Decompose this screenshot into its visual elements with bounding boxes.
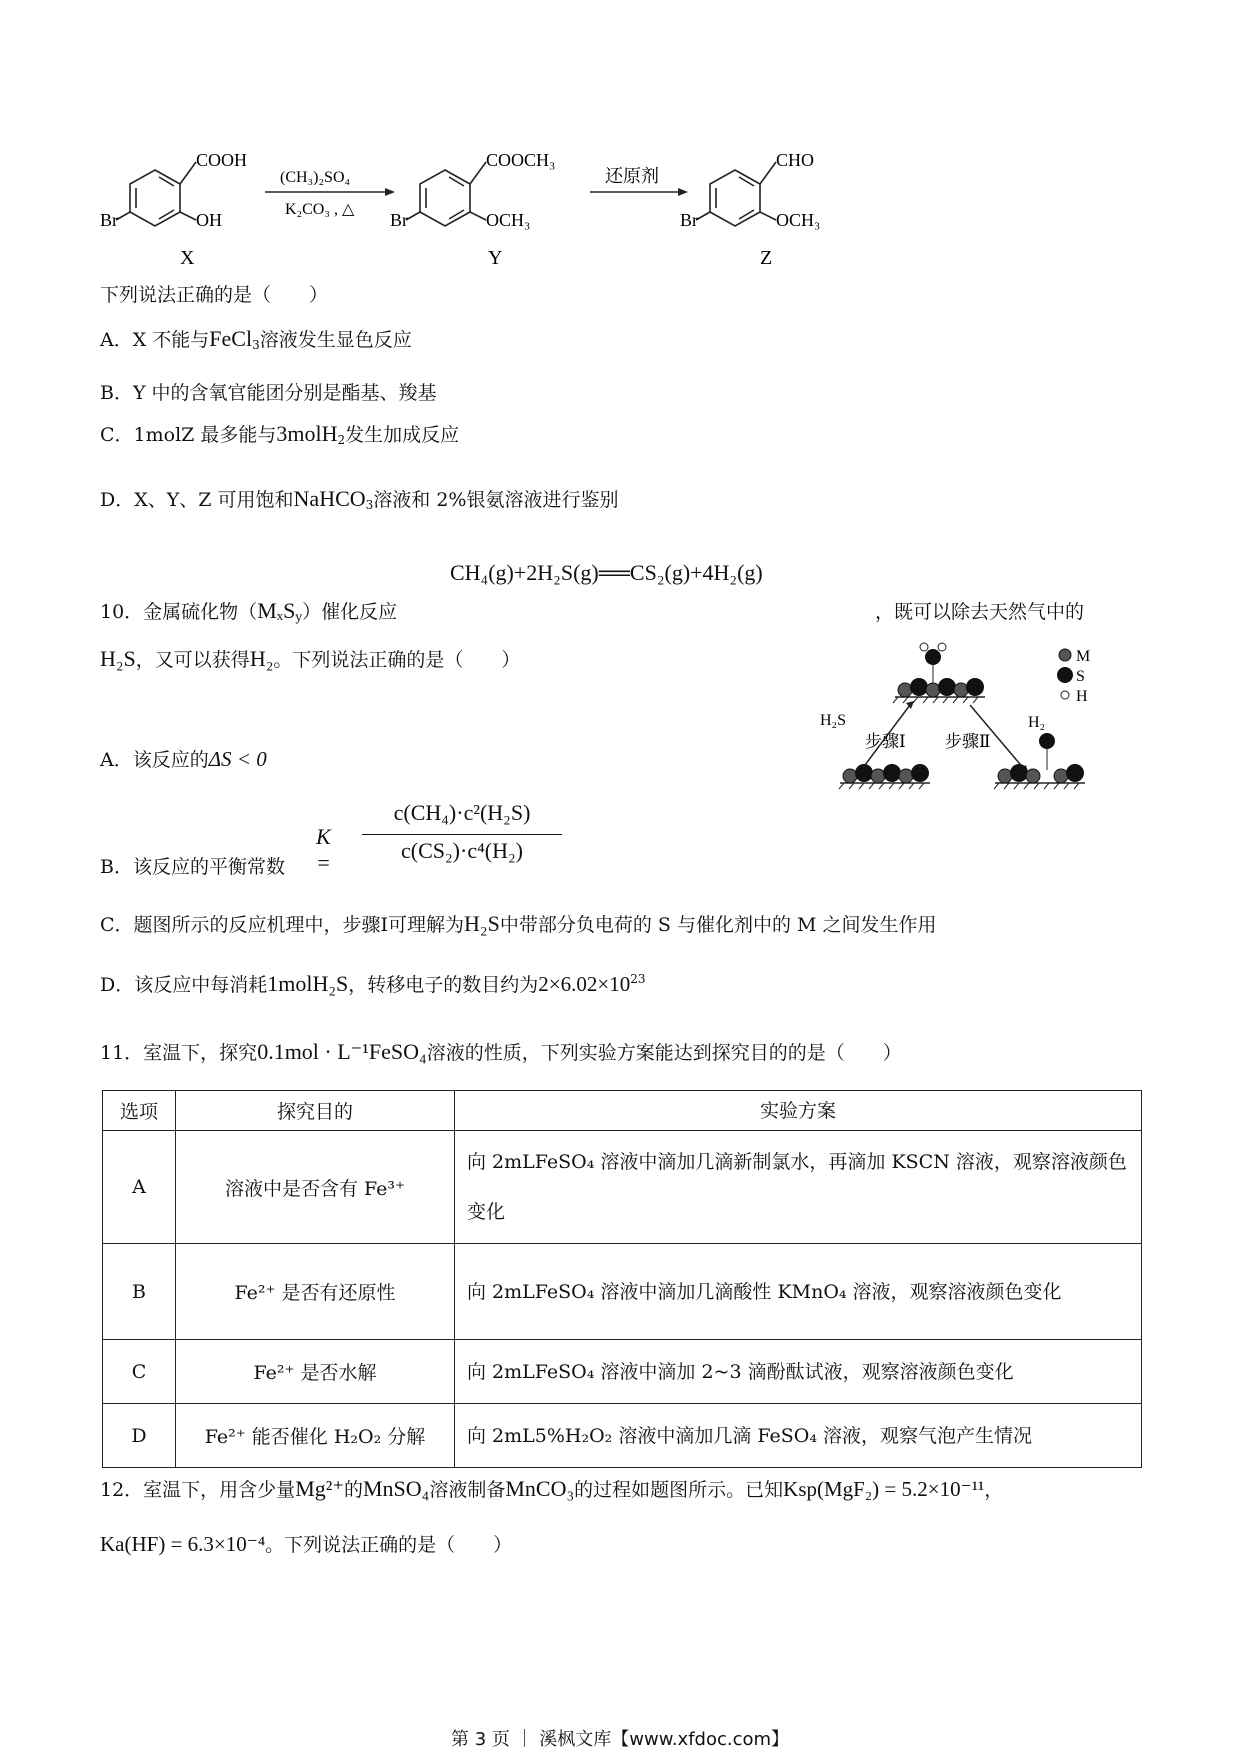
q9-option-a: A．X 不能与FeCl$_3$溶液发生显色反应 [100, 326, 412, 352]
table-row [103, 1340, 1142, 1404]
q11-stem: 11．室温下，探究0.1mol · L⁻¹FeSO₄溶液的性质，下列实验方案能达到探究目的的是（ ） [100, 1039, 902, 1064]
table-row [103, 1244, 1142, 1340]
row-c-purpose: Fe²⁺ 是否水解 [176, 1340, 455, 1404]
row-d-purpose: Fe²⁺ 能否催化 H₂O₂ 分解 [176, 1404, 455, 1468]
row-b-option: B [103, 1244, 176, 1340]
row-b-plan: 向 2mLFeSO₄ 溶液中滴加几滴酸性 KMnO₄ 溶液，观察溶液颜色变化 [455, 1244, 1142, 1340]
z-br: Br [680, 210, 698, 230]
row-d-option: D [103, 1404, 176, 1468]
x-br: Br [100, 210, 118, 230]
reaction-scheme [100, 140, 860, 280]
table-header-row [103, 1091, 1142, 1131]
q10-line2: H₂S，又可以获得H₂。下列说法正确的是（ ） [100, 646, 521, 671]
compound-y-structure [406, 162, 486, 226]
q12-line1: 12．室温下，用含少量Mg²⁺的MnSO₄溶液制备MnCO₃的过程如题图所示。已知Ksp(MgF₂) = 5.2×10⁻¹¹， [100, 1476, 1004, 1501]
y-cooch3: COOCH₃ [486, 150, 556, 170]
q10-option-d: D．该反应中每消耗1molH₂S，转移电子的数目约为$2\times 6.02\times 10^{23}$ [100, 971, 646, 996]
arrow1-condition: K₂CO₃ , △ [285, 201, 355, 218]
mechanism-figure [820, 635, 1150, 815]
header-option: 选项 [103, 1091, 176, 1131]
header-plan: 实验方案 [455, 1091, 1142, 1131]
row-a-option: A [103, 1131, 176, 1244]
compound-x-structure [116, 162, 196, 226]
row-a-plan: 向 2mLFeSO₄ 溶液中滴加几滴新制氯水，再滴加 KSCN 溶液，观察溶液颜色变化 [455, 1131, 1142, 1244]
table-row [103, 1131, 1142, 1244]
page-footer: 第 3 页 ｜ 溪枫文库【www.xfdoc.com】 [450, 1729, 790, 1750]
legend [1057, 649, 1073, 699]
bottom-right-surface [994, 733, 1085, 789]
row-d-plan: 向 2mL5%H₂O₂ 溶液中滴加几滴 FeSO₄ 溶液，观察气泡产生情况 [455, 1404, 1142, 1468]
label-z: Z [760, 247, 773, 269]
x-oh: OH [196, 210, 222, 230]
row-c-option: C [103, 1340, 176, 1404]
k-numerator: c(CH₄)·c²(H₂S) [393, 800, 531, 825]
q10-equation: CH₄(g)+2H₂S(g)══CS₂(g)+4H₂(g) [450, 560, 763, 585]
arrow2-reagent: 还原剂 [605, 166, 659, 187]
label-h2s: H₂S [820, 712, 847, 729]
compound-z-structure [696, 162, 776, 226]
q10-option-a: A．该反应的ΔS < 0 [100, 747, 267, 771]
x-cooh: COOH [196, 150, 248, 170]
row-c-plan: 向 2mLFeSO₄ 溶液中滴加 2~3 滴酚酞试液，观察溶液颜色变化 [455, 1340, 1142, 1404]
k-denominator: c(CS₂)·c⁴(H₂) [401, 838, 523, 863]
q12-line2: Ka(HF) = 6.3×10⁻⁴。下列说法正确的是（ ） [100, 1532, 513, 1556]
top-catalyst-surface [893, 643, 985, 703]
y-br: Br [390, 210, 408, 230]
z-cho: CHO [776, 150, 815, 170]
label-y: Y [488, 247, 503, 269]
q10-option-c: C．题图所示的反应机理中，步骤Ⅰ可理解为H₂S中带部分负电荷的 S 与催化剂中的 M 之间发生作用 [100, 911, 937, 936]
bottom-left-surface [839, 764, 930, 789]
legend-s: S [1076, 668, 1085, 685]
label-step2: 步骤Ⅱ [945, 732, 991, 752]
q9-option-b: B．Y 中的含氧官能团分别是酯基、羧基 [100, 382, 437, 404]
q10-option-b: B．该反应的平衡常数 [100, 856, 285, 878]
row-b-purpose: Fe²⁺ 是否有还原性 [176, 1244, 455, 1340]
legend-m: M [1076, 648, 1091, 665]
table-row [103, 1404, 1142, 1468]
header-purpose: 探究目的 [176, 1091, 455, 1131]
label-step1: 步骤Ⅰ [865, 732, 906, 752]
row-a-purpose: 溶液中是否含有 Fe³⁺ [176, 1131, 455, 1244]
fraction-bar [362, 834, 562, 835]
q10-line1: 10．金属硫化物（MₓS$_y$）催化反应 [100, 598, 398, 624]
legend-h: H [1076, 688, 1088, 705]
z-och3: OCH₃ [776, 210, 821, 230]
label-x: X [180, 247, 195, 269]
q9-stem: 下列说法正确的是（ ） [100, 284, 329, 306]
q10-line1-end: ，既可以除去天然气中的 [875, 601, 1085, 623]
experiment-table [102, 1090, 1142, 1468]
label-h2: H₂ [1028, 714, 1046, 731]
q9-option-d: D．X、Y、Z 可用饱和NaHCO$_3$溶液和 2%银氨溶液进行鉴别 [100, 486, 619, 512]
y-och3: OCH₃ [486, 210, 531, 230]
arrow1-reagent: (CH₃)₂SO₄ [280, 169, 351, 186]
q9-option-c: C．1molZ 最多能与3molH$_2$发生加成反应 [100, 421, 460, 447]
